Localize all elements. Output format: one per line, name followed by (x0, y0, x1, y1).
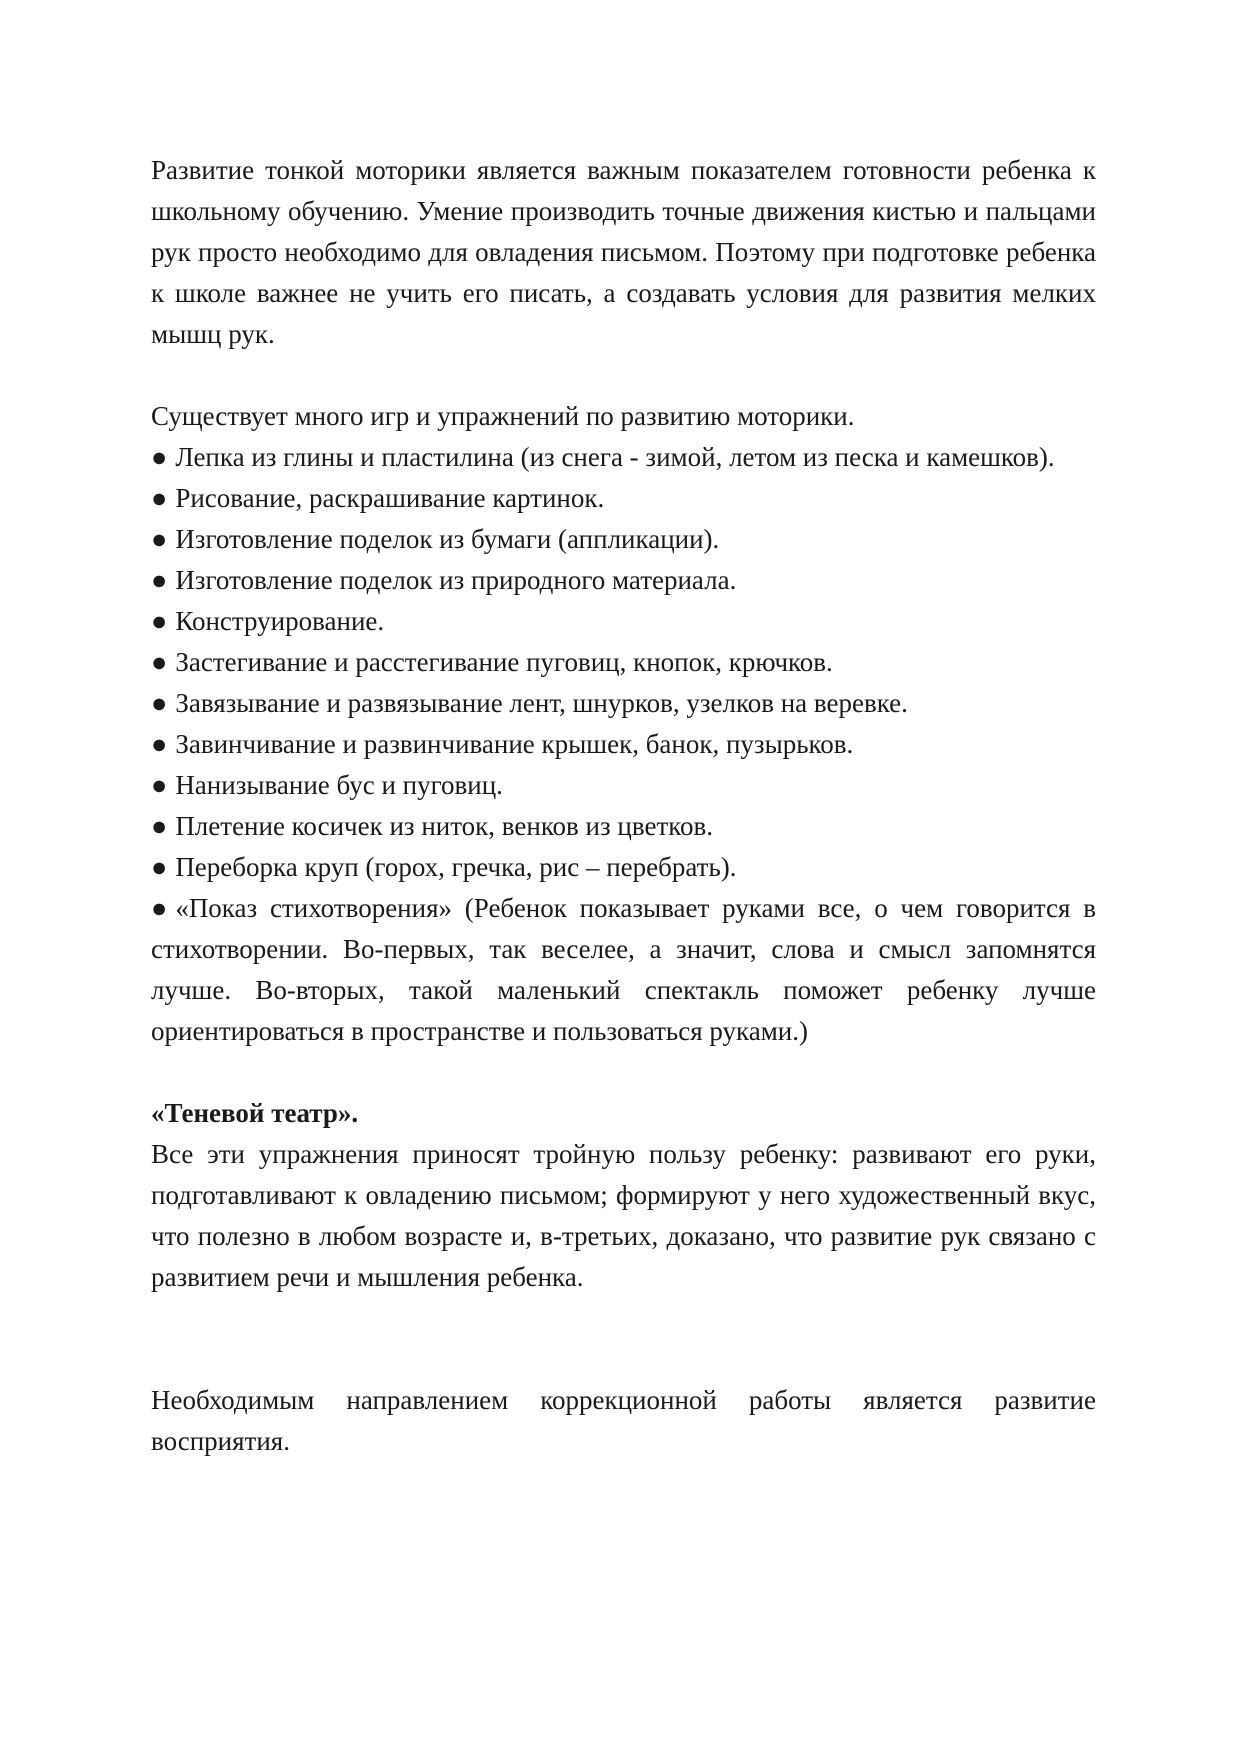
list-intro: Существует много игр и упражнений по развитию моторики. (151, 401, 855, 431)
bullet-icon: ● (151, 483, 168, 513)
list-item-text: Лепка из глины и пластилина (из снега - зимой, летом из песка и камешков). (175, 442, 1055, 472)
list-item (151, 765, 1096, 806)
list-item-text: Изготовление поделок из бумаги (аппликации). (175, 524, 720, 554)
list-item (151, 847, 1096, 888)
spacer (151, 355, 1096, 396)
bullet-icon: ● (151, 770, 168, 800)
spacer (151, 1052, 1096, 1093)
list-item (151, 437, 1096, 478)
list-item-text: Плетение косичек из ниток, венков из цветков. (175, 811, 713, 841)
exercise-list (151, 437, 1096, 1052)
bullet-icon: ● (151, 852, 168, 882)
list-item-text: Застегивание и расстегивание пуговиц, кнопок, крючков. (175, 647, 833, 677)
list-item (151, 478, 1096, 519)
spacer (151, 1298, 1096, 1380)
document-page (151, 150, 1096, 1462)
list-item (151, 519, 1096, 560)
list-item (151, 683, 1096, 724)
bullet-icon: ● (151, 647, 168, 677)
list-item-text: Нанизывание бус и пуговиц. (175, 770, 503, 800)
bullet-icon: ● (151, 565, 168, 595)
list-item (151, 601, 1096, 642)
benefits-paragraph: Все эти упражнения приносят тройную пользу ребенку: развивают его руки, подготавливают к овладению письмом; формируют у него художественный вкус, что полезно в любом возрасте и, в-третьих, доказано, что развитие рук связано с развитием речи и мышления ребенка. (151, 1139, 1096, 1292)
list-item (151, 724, 1096, 765)
list-item-text: Конструирование. (175, 606, 385, 636)
list-item (151, 888, 1096, 1052)
list-item-text: Переборка круп (горох, гречка, рис – перебрать). (175, 852, 737, 882)
list-item-text: «Показ стихотворения» (Ребенок показывает руками все, о чем говорится в стихотворении. Во-первых, так веселее, а значит, слова и смысл запомнятся лучше. Во-вторых, такой маленький спектакль поможет ребенку лучше ориентироваться в пространстве и пользоваться руками.) (151, 893, 1096, 1046)
bullet-icon: ● (151, 442, 168, 472)
bullet-icon: ● (151, 524, 168, 554)
intro-paragraph: Развитие тонкой моторики является важным показателем готовности ребенка к школьному обучению. Умение производить точные движения кистью и пальцами рук просто необходимо для овладения письмом. Поэтому при подготовке ребенка к школе важнее не учить его писать, а создавать условия для развития мелких мышц рук. (151, 155, 1096, 349)
closing-paragraph: Необходимым направлением коррекционной работы является развитие восприятия. (151, 1385, 1096, 1456)
bullet-icon: ● (151, 688, 168, 718)
section-heading: «Теневой театр». (151, 1098, 359, 1128)
list-item-text: Завинчивание и развинчивание крышек, банок, пузырьков. (175, 729, 854, 759)
list-item (151, 642, 1096, 683)
bullet-icon: ● (151, 729, 168, 759)
list-item (151, 806, 1096, 847)
list-item-text: Рисование, раскрашивание картинок. (175, 483, 605, 513)
list-item-text: Изготовление поделок из природного материала. (175, 565, 737, 595)
list-item-text: Завязывание и развязывание лент, шнурков, узелков на веревке. (175, 688, 908, 718)
list-item (151, 560, 1096, 601)
bullet-icon: ● (151, 811, 168, 841)
bullet-icon: ● (151, 893, 168, 923)
bullet-icon: ● (151, 606, 168, 636)
